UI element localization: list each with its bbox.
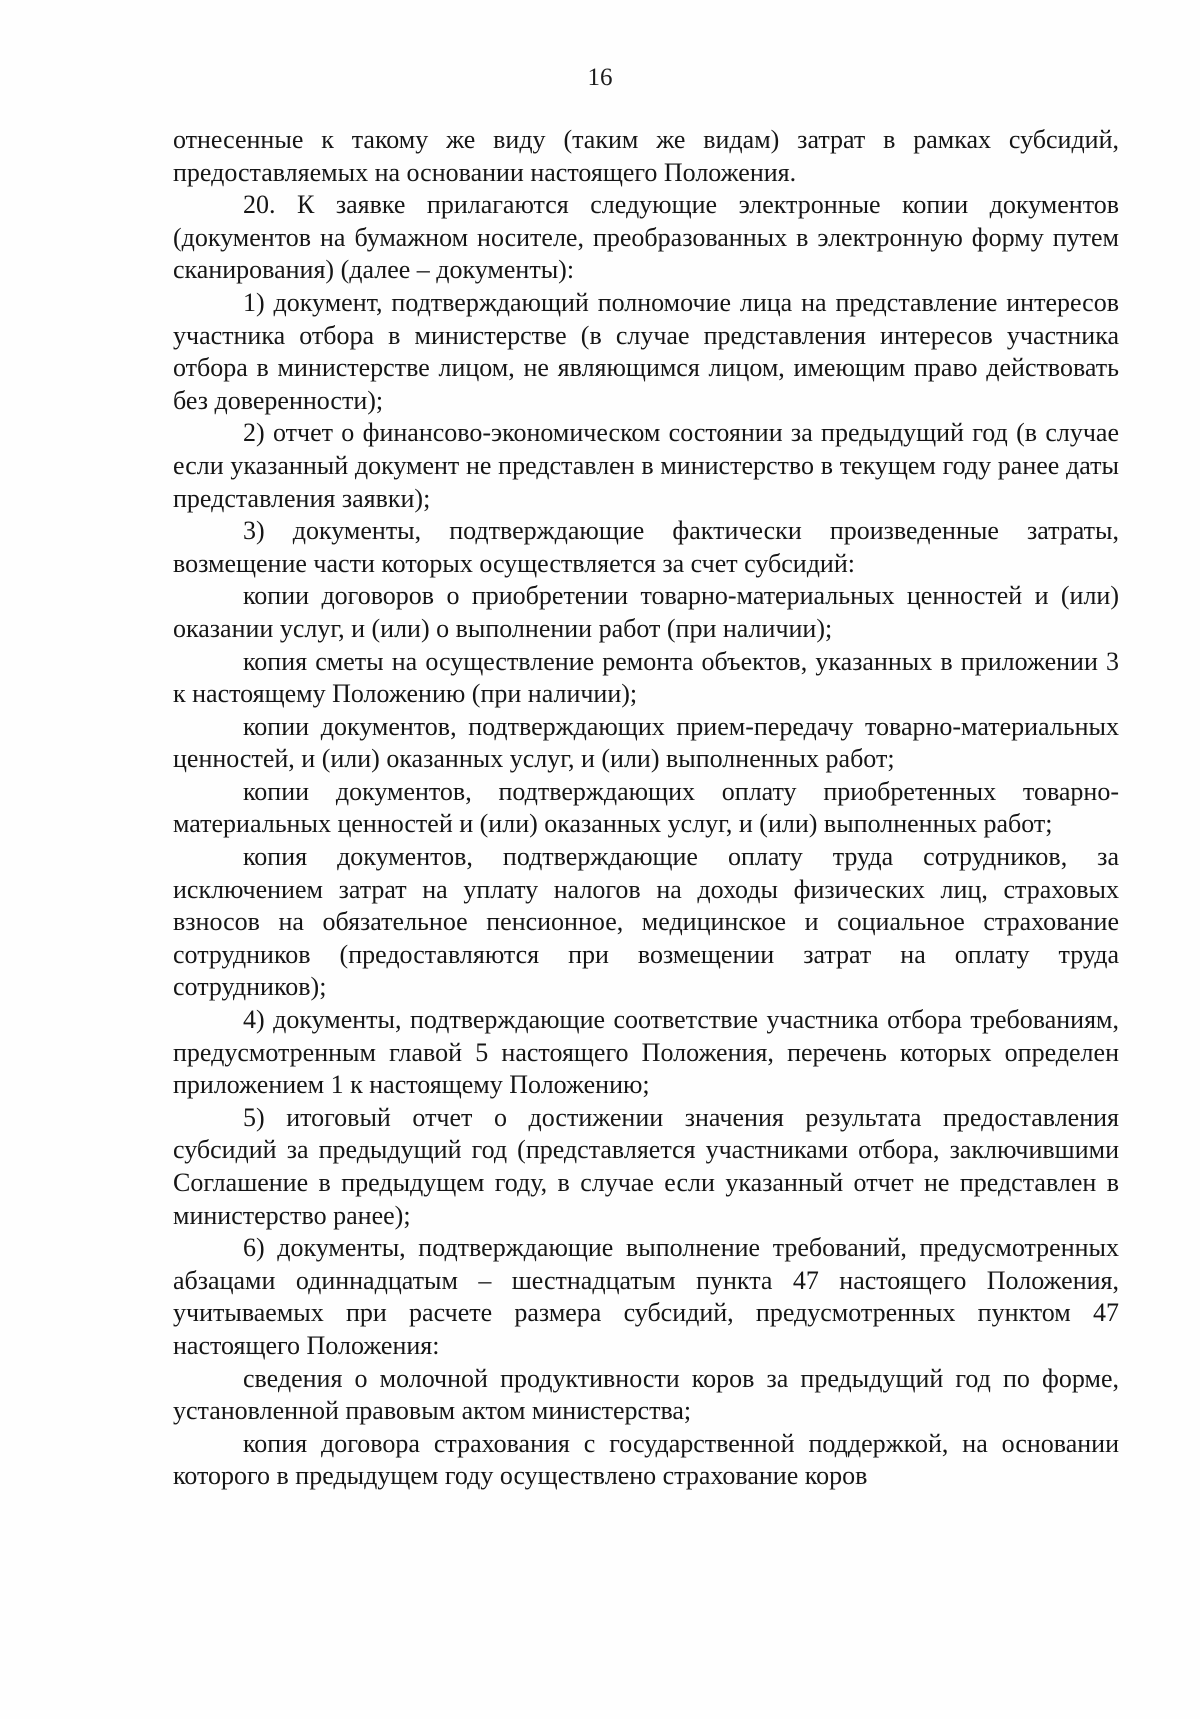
paragraph-subitem-2: 2) отчет о финансово-экономическом состоянии за предыдущий год (в случае если указанный документ не представлен в министерство в текущем году ранее даты представления заявки); <box>173 418 1119 513</box>
paragraph-subitem-3: 3) документы, подтверждающие фактически произведенные затраты, возмещение части которых осуществляется за счет субсидий: <box>173 516 1119 578</box>
paragraph-payment-documents: копии документов, подтверждающих оплату приобретенных товарно-материальных ценностей и (или) оказанных услуг, и (или) выполненных работ; <box>173 776 1119 839</box>
paragraph-subitem-1: 1) документ, подтверждающий полномочие лица на представление интересов участника отбора в министерстве (в случае представления интересов участника отбора в министерстве лицом, не являющимся лицом, имеющим право действовать без доверенности); <box>173 287 1119 415</box>
paragraph-continuation: отнесенные к такому же виду (таким же видам) затрат в рамках субсидий, предоставляемых на основании настоящего Положения. <box>173 125 1119 187</box>
paragraph-transfer-documents: копии документов, подтверждающих прием-передачу товарно-материальных ценностей, и (или) оказанных услуг, и (или) выполненных работ; <box>173 711 1119 774</box>
paragraph-subitem-4: 4) документы, подтверждающие соответствие участника отбора требованиям, предусмотренным главой 5 настоящего Положения, перечень которых определен приложением 1 к настоящему Положению; <box>173 1005 1119 1100</box>
paragraph-milk-productivity: сведения о молочной продуктивности коров за предыдущий год по форме, установленной правовым актом министерства; <box>173 1363 1119 1426</box>
paragraph-insurance-contract: копия договора страхования с государственной поддержкой, на основании которого в предыдущем году осуществлено страхование коров <box>173 1428 1119 1491</box>
page-number: 16 <box>587 64 613 91</box>
paragraph-contracts-copies: копии договоров о приобретении товарно-материальных ценностей и (или) оказании услуг, и (или) о выполнении работ (при наличии); <box>173 581 1119 643</box>
document-body <box>173 124 1119 1493</box>
paragraph-subitem-5: 5) итоговый отчет о достижении значения результата предоставления субсидий за предыдущий год (представляется участниками отбора, заключившими Соглашение в предыдущем году, в случае если указанный отчет не представлен в министерство ранее); <box>173 1102 1119 1230</box>
paragraph-labor-payment: копия документов, подтверждающие оплату труда сотрудников, за исключением затрат на уплату налогов на доходы физических лиц, страховых взносов на обязательное пенсионное, медицинское и социальное страхование сотрудников (предоставляются при возмещении затрат на оплату труда сотрудников); <box>173 842 1119 1002</box>
paragraph-item-20: 20. К заявке прилагаются следующие электронные копии документов (документов на бумажном носителе, преобразованных в электронную форму путем сканирования) (далее – документы): <box>173 190 1119 285</box>
paragraph-repair-estimate: копия сметы на осуществление ремонта объектов, указанных в приложении 3 к настоящему Положению (при наличии); <box>173 646 1119 709</box>
paragraph-subitem-6: 6) документы, подтверждающие выполнение требований, предусмотренных абзацами одиннадцатым – шестнадцатым пункта 47 настоящего Положения, учитываемых при расчете размера субсидий, предусмотренных пунктом 47 настоящего Положения: <box>173 1233 1119 1360</box>
